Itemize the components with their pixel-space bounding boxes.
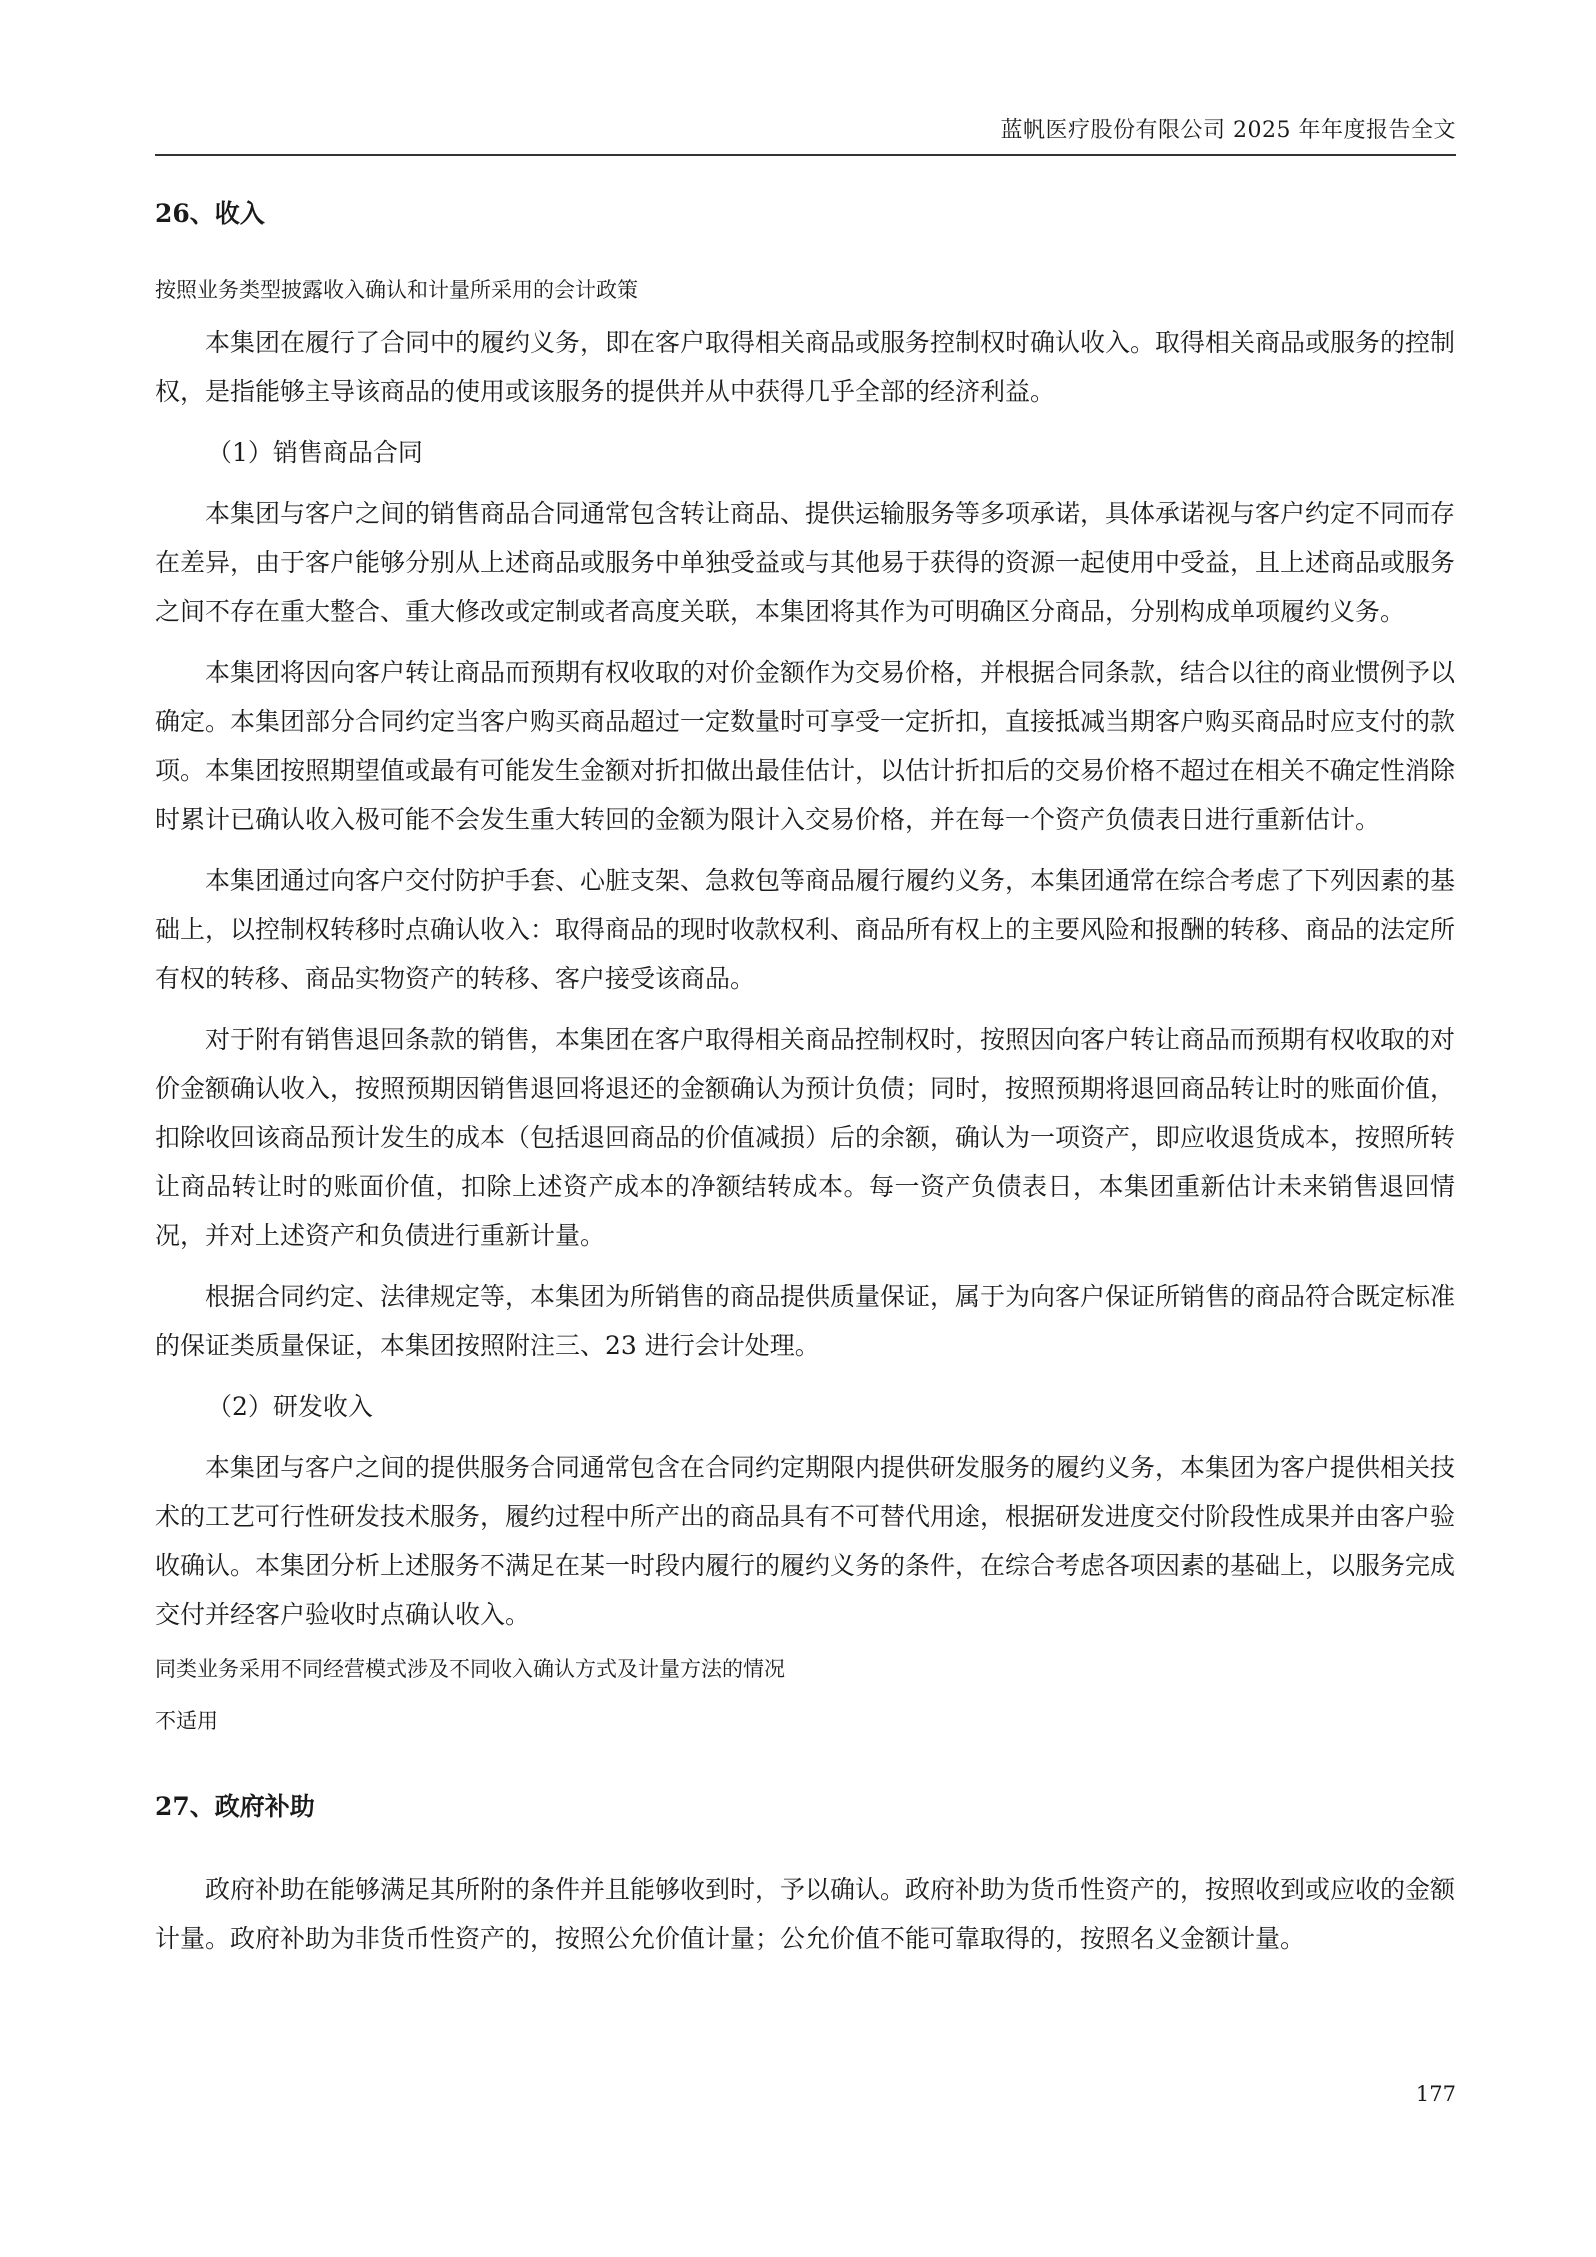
page-number: 177 (1415, 2082, 1456, 2106)
policy-note: 按照业务类型披露收入确认和计量所采用的会计政策 (155, 278, 638, 302)
item-1-title: （1）销售商品合同 (207, 438, 423, 467)
header-title: 蓝帆医疗股份有限公司 2025 年年度报告全文 (1000, 118, 1456, 143)
section-26-title: 26、收入 (155, 199, 265, 228)
government-grant-paragraph: 政府补助在能够满足其所附的条件并且能够收到时，予以确认。政府补助为货币性资产的，按照收到或应收的金额计量。政府补助为非货币性资产的，按照公允价值计量；公允价值不能可靠取得的，按照名义金额计量。 (155, 1875, 1456, 1953)
item-2-title: （2）研发收入 (207, 1392, 373, 1421)
item-1-paragraph: 本集团与客户之间的销售商品合同通常包含转让商品、提供运输服务等多项承诺，具体承诺视与客户约定不同而存在差异，由于客户能够分别从上述商品或服务中单独受益或与其他易于获得的资源一起使用中受益，且上述商品或服务之间不存在重大整合、重大修改或定制或者高度关联，本集团将其作为可明确区分商品，分别构成单项履约义务。 (155, 499, 1456, 626)
revenue-intro-paragraph: 本集团在履行了合同中的履约义务，即在客户取得相关商品或服务控制权时确认收入。取得相关商品或服务的控制权，是指能够主导该商品的使用或该服务的提供并从中获得几乎全部的经济利益。 (155, 328, 1456, 406)
diff-mode-note: 同类业务采用不同经营模式涉及不同收入确认方式及计量方法的情况 (155, 1657, 785, 1681)
item-1-paragraph: 对于附有销售退回条款的销售，本集团在客户取得相关商品控制权时，按照因向客户转让商品而预期有权收取的对价金额确认收入，按照预期因销售退回将退还的金额确认为预计负债；同时，按照预期将退回商品转让时的账面价值，扣除收回该商品预计发生的成本（包括退回商品的价值减损）后的余额，确认为一项资产，即应收退货成本，按照所转让商品转让时的账面价值，扣除上述资产成本的净额结转成本。每一资产负债表日，本集团重新估计未来销售退回情况，并对上述资产和负债进行重新计量。 (155, 1025, 1456, 1250)
item-1-paragraph: 根据合同约定、法律规定等，本集团为所销售的商品提供质量保证，属于为向客户保证所销售的商品符合既定标准的保证类质量保证，本集团按照附注三、23 进行会计处理。 (155, 1282, 1456, 1360)
item-1-paragraph: 本集团通过向客户交付防护手套、心脏支架、急救包等商品履行履约义务，本集团通常在综合考虑了下列因素的基础上，以控制权转移时点确认收入：取得商品的现时收款权利、商品所有权上的主要风险和报酬的转移、商品的法定所有权的转移、商品实物资产的转移、客户接受该商品。 (155, 866, 1456, 993)
diff-mode-value: 不适用 (155, 1709, 218, 1733)
page-header (155, 108, 1456, 156)
document-body (155, 180, 1455, 1975)
item-1-paragraph: 本集团将因向客户转让商品而预期有权收取的对价金额作为交易价格，并根据合同条款，结合以往的商业惯例予以确定。本集团部分合同约定当客户购买商品超过一定数量时可享受一定折扣，直接抵减当期客户购买商品时应支付的款项。本集团按照期望值或最有可能发生金额对折扣做出最佳估计，以估计折扣后的交易价格不超过在相关不确定性消除时累计已确认收入极可能不会发生重大转回的金额为限计入交易价格，并在每一个资产负债表日进行重新估计。 (155, 658, 1456, 834)
section-27-title: 27、政府补助 (155, 1792, 315, 1821)
item-2-paragraph: 本集团与客户之间的提供服务合同通常包含在合同约定期限内提供研发服务的履约义务，本集团为客户提供相关技术的工艺可行性研发技术服务，履约过程中所产出的商品具有不可替代用途，根据研发进度交付阶段性成果并由客户验收确认。本集团分析上述服务不满足在某一时段内履行的履约义务的条件，在综合考虑各项因素的基础上，以服务完成交付并经客户验收时点确认收入。 (155, 1453, 1456, 1629)
